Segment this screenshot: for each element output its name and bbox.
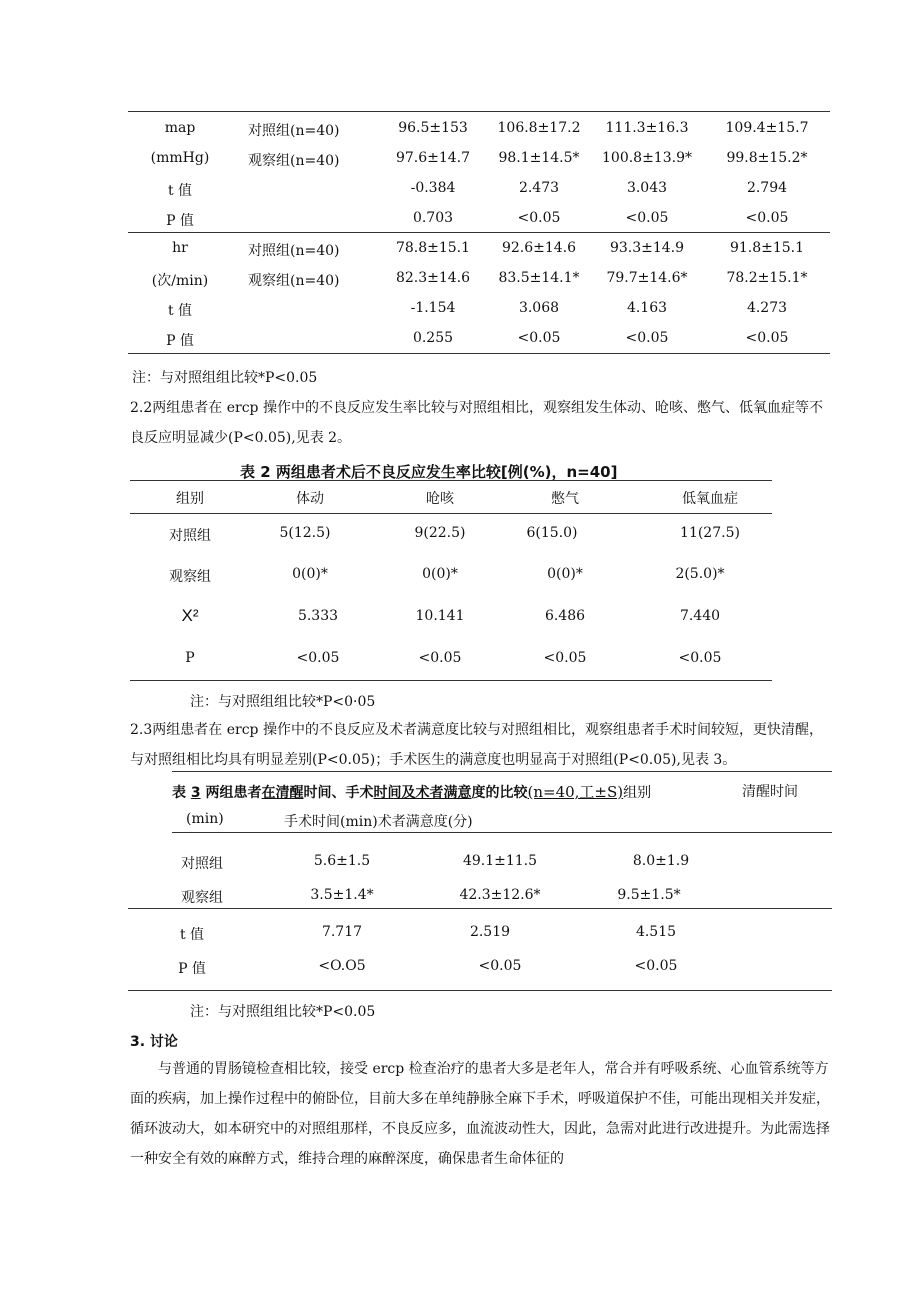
table3-caption-part: 两组患者 xyxy=(200,785,262,801)
table1-cell: 82.3±14.6 xyxy=(395,270,471,286)
table1-cell: t 值 xyxy=(167,183,193,199)
table2-cell: 6(15.0) xyxy=(526,525,578,541)
table1-note: 注：与对照组组比较*P<0.05 xyxy=(132,370,318,386)
table1-cell: 83.5±14.1* xyxy=(498,270,580,286)
table3-cell: 7.717 xyxy=(321,924,363,940)
table1-cell: (mmHg) xyxy=(150,150,210,166)
table2-cell: <0.05 xyxy=(418,650,462,666)
table1-cell: 0.703 xyxy=(412,210,454,226)
table1-cell: 0.255 xyxy=(412,330,454,346)
table1-cell: (次/min) xyxy=(151,273,209,289)
table1-cell: <0.05 xyxy=(745,210,789,226)
table3-caption-part: 组别 xyxy=(623,785,652,801)
table3-cell: 49.1±11.5 xyxy=(462,853,538,869)
table3-cell: t 值 xyxy=(179,927,205,943)
table1-cell: 79.7±14.6* xyxy=(606,270,688,286)
table2-header: 低氧血症 xyxy=(682,491,738,507)
table1-cell: 对照组(n=40) xyxy=(248,123,340,139)
table1-cell: <0.05 xyxy=(625,330,669,346)
table2-cell: 10.141 xyxy=(415,608,465,624)
table1-cell: 78.8±15.1 xyxy=(395,240,471,256)
table3-caption xyxy=(172,781,651,802)
table1-cell: map xyxy=(164,120,196,136)
table3-cell: 3.5±1.4* xyxy=(310,887,374,903)
table2-bottom-rule xyxy=(130,680,772,681)
table1-cell: 97.6±14.7 xyxy=(395,150,471,166)
table1-cell: 91.8±15.1 xyxy=(729,240,805,256)
table1-cell: t 值 xyxy=(167,303,193,319)
table3-cell: <0.05 xyxy=(634,958,678,974)
table3-cell: 5.6±1.5 xyxy=(313,853,371,869)
table3-caption-part: 在清醒 xyxy=(261,785,304,801)
table1-cell: 4.163 xyxy=(626,300,668,316)
table3-cell: 8.0±1.9 xyxy=(632,853,690,869)
table3-mid-rule xyxy=(128,908,832,909)
table2-cell: 观察组 xyxy=(169,569,211,585)
table3-caption-part: 时间、手术 xyxy=(303,785,374,801)
table1-cell: 3.043 xyxy=(626,180,668,196)
table3-top-rule xyxy=(172,771,832,772)
table3-header-rule xyxy=(172,832,832,833)
table3-note: 注：与对照组组比较*P<0.05 xyxy=(190,1004,376,1020)
table1-cell: 2.473 xyxy=(518,180,560,196)
table2-cell: 2(5.0)* xyxy=(675,566,725,582)
table3-cell: <O.O5 xyxy=(318,958,366,974)
table1-cell: <0.05 xyxy=(517,210,561,226)
table3-header-min: (min) xyxy=(186,811,224,827)
table1-cell: 对照组(n=40) xyxy=(248,243,340,259)
table2-header: 憋气 xyxy=(551,491,579,507)
table2-cell: 11(27.5) xyxy=(680,525,740,541)
table3-cell: 9.5±1.5* xyxy=(617,887,681,903)
table1-cell: 92.6±14.6 xyxy=(501,240,577,256)
table3-header-rest: 手术时间(min)术者满意度(分) xyxy=(284,814,473,830)
table1-cell: P 值 xyxy=(166,333,194,349)
table2-cell: P xyxy=(185,650,195,666)
table3-caption-part: 度的比较 xyxy=(471,785,528,801)
table2-cell: <0.05 xyxy=(296,650,340,666)
table1-cell: 106.8±17.2 xyxy=(497,120,581,136)
table3-cell: 2.519 xyxy=(469,924,511,940)
table3-cell: P 值 xyxy=(178,961,206,977)
table3-cell: 4.515 xyxy=(635,924,677,940)
table2-top-rule xyxy=(130,480,772,481)
table1-bottom-rule xyxy=(128,353,830,354)
table2-note: 注：与对照组组比较*P<0·05 xyxy=(190,694,376,710)
table2-cell: 7.440 xyxy=(679,608,721,624)
table3-caption-part: 表 xyxy=(172,785,191,801)
table2-cell: 5(12.5) xyxy=(279,525,331,541)
section-2-3-paragraph: 2.3两组患者在 ercp 操作中的不良反应及术者满意度比较与对照组相比，观察组患者手术时间较短，更快清醒，与对照组相比均具有明显差别(P<0.05)；手术医生的满意度也明显高于对照组(P<0.05),见表 3。 xyxy=(130,722,823,768)
table1-mid-rule xyxy=(128,232,830,233)
table2-header: 呛咳 xyxy=(426,491,454,507)
table1-cell: 78.2±15.1* xyxy=(726,270,808,286)
discussion-heading: 3. 讨论 xyxy=(130,1034,178,1050)
table1-cell: 109.4±15.7 xyxy=(725,120,809,136)
table1-cell: 111.3±16.3 xyxy=(605,120,689,136)
table3-header-awake-time: 清醒时间 xyxy=(742,784,798,800)
table1-cell: hr xyxy=(172,240,188,256)
table2-header: 组别 xyxy=(176,491,204,507)
table3-caption-part: 时间及术者满意 xyxy=(373,785,472,801)
table2-cell: 对照组 xyxy=(169,528,211,544)
table1-cell: 2.794 xyxy=(746,180,788,196)
table2-header: 体动 xyxy=(296,491,324,507)
table2-header-rule xyxy=(130,513,772,514)
table1-cell: 93.3±14.9 xyxy=(609,240,685,256)
table2-cell: 0(0)* xyxy=(292,566,328,582)
table1-cell: P 值 xyxy=(166,213,194,229)
section-2-2-paragraph: 2.2两组患者在 ercp 操作中的不良反应发生率比较与对照组相比，观察组发生体动、呛咳、憋气、低氧血症等不良反应明显减少(P<0.05),见表 2。 xyxy=(130,400,823,446)
table1-cell: <0.05 xyxy=(625,210,669,226)
table1-cell: 98.1±14.5* xyxy=(498,150,580,166)
table1-cell: 99.8±15.2* xyxy=(726,150,808,166)
table3-cell: <0.05 xyxy=(478,958,522,974)
table1-top-rule xyxy=(128,111,830,112)
table1-cell: -1.154 xyxy=(410,300,456,316)
table2-cell: 0(0)* xyxy=(422,566,458,582)
table3-cell: 对照组 xyxy=(181,856,223,872)
table3-caption-part: (n=40,工±S) xyxy=(527,783,624,801)
table3-cell: 观察组 xyxy=(181,890,223,906)
table2-cell: 0(0)* xyxy=(547,566,583,582)
discussion-body: 与普通的胃肠镜检查相比较，接受 ercp 检查治疗的患者大多是老年人，常合并有呼吸系统、心血管系统等方面的疾病，加上操作过程中的俯卧位，目前大多在单纯静脉全麻下手术，呼吸道保护不佳，可能出现相关并发症，循环波动大，如本研究中的对照组那样，不良反应多，血流波动性大，因此，急需对此进行改进提升。为此需选择一种安全有效的麻醉方式，维持合理的麻醉深度，确保患者生命体征的 xyxy=(130,1061,830,1167)
table3-cell: 42.3±12.6* xyxy=(459,887,541,903)
table1-cell: -0.384 xyxy=(410,180,456,196)
table2-cell: 5.333 xyxy=(297,608,339,624)
table1-cell: <0.05 xyxy=(517,330,561,346)
table2-cell: 9(22.5) xyxy=(414,525,466,541)
table2-cell: <0.05 xyxy=(543,650,587,666)
table1-cell: <0.05 xyxy=(745,330,789,346)
table3-caption-part: 3 xyxy=(190,785,201,801)
table1-cell: 观察组(n=40) xyxy=(248,273,340,289)
table1-cell: 4.273 xyxy=(746,300,788,316)
table1-cell: 96.5±153 xyxy=(398,120,468,136)
table1-cell: 3.068 xyxy=(518,300,560,316)
table3-bottom-rule xyxy=(128,990,832,991)
table2-cell: 6.486 xyxy=(544,608,586,624)
table1-cell: 100.8±13.9* xyxy=(602,150,692,166)
table2-cell: <0.05 xyxy=(678,650,722,666)
table1-cell: 观察组(n=40) xyxy=(248,153,340,169)
table2-cell: X² xyxy=(181,606,199,625)
table2-caption: 表 2 两组患者术后不良反应发生率比较[例(%)，n=40] xyxy=(240,463,618,481)
